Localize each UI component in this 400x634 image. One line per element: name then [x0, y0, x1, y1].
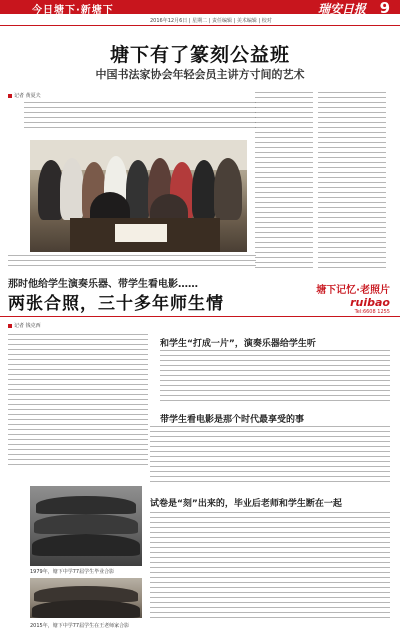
subhead-2-text	[150, 426, 390, 484]
date-line: 2016年12月6日 | 星期二 | 责任编辑 | 美术编辑 | 校对	[150, 18, 272, 24]
lead-intro-text	[24, 102, 256, 132]
column-logo	[316, 281, 390, 315]
lead-subheadline: 中国书法家协会年轻会员主讲方寸间的艺术	[95, 68, 305, 81]
second-byline: 记者 钱克西	[8, 322, 41, 329]
page-number: 9	[379, 0, 390, 17]
column-title: 塘下记忆·老照片	[316, 285, 390, 296]
lead-headline: 塘下有了篆刻公益班	[109, 44, 290, 66]
caption-2015: 2015年，塘下中学77届学生在王老师家合影	[30, 623, 130, 629]
class-photo-1979	[30, 486, 142, 566]
lead-text-col2	[255, 92, 313, 270]
second-headline: 两张合照，三十多年师生情	[8, 294, 224, 314]
caption-1979: 1979年，塘下中学77届学生毕业合影	[30, 569, 115, 575]
column-tel: Tel:6608 1255	[354, 309, 390, 315]
second-text-col1	[8, 334, 148, 466]
header-rule	[0, 25, 400, 26]
subhead-1-text	[160, 350, 390, 404]
column-brand: ruibao	[350, 296, 390, 309]
newspaper-brand: 瑞安日报	[317, 2, 366, 16]
subhead-3: 试卷是“刻”出来的，毕业后老师和学生断在一起	[150, 499, 342, 509]
section-divider	[0, 316, 400, 317]
second-kicker: 那时他给学生演奏乐器、带学生看电影……	[8, 279, 198, 290]
subhead-3-text	[150, 512, 390, 620]
lead-byline: 记者 黄夏夫	[8, 92, 41, 99]
lead-text-bottom	[8, 255, 256, 269]
page-header	[0, 0, 400, 27]
subhead-1: 和学生“打成一片”，演奏乐器给学生听	[160, 339, 316, 349]
lead-text-col3	[318, 92, 386, 270]
class-photo-2015	[30, 578, 142, 618]
subhead-2: 带学生看电影是那个时代最享受的事	[160, 415, 305, 425]
lead-photo	[30, 140, 247, 252]
section-title: 今日塘下·新塘下	[32, 5, 114, 16]
